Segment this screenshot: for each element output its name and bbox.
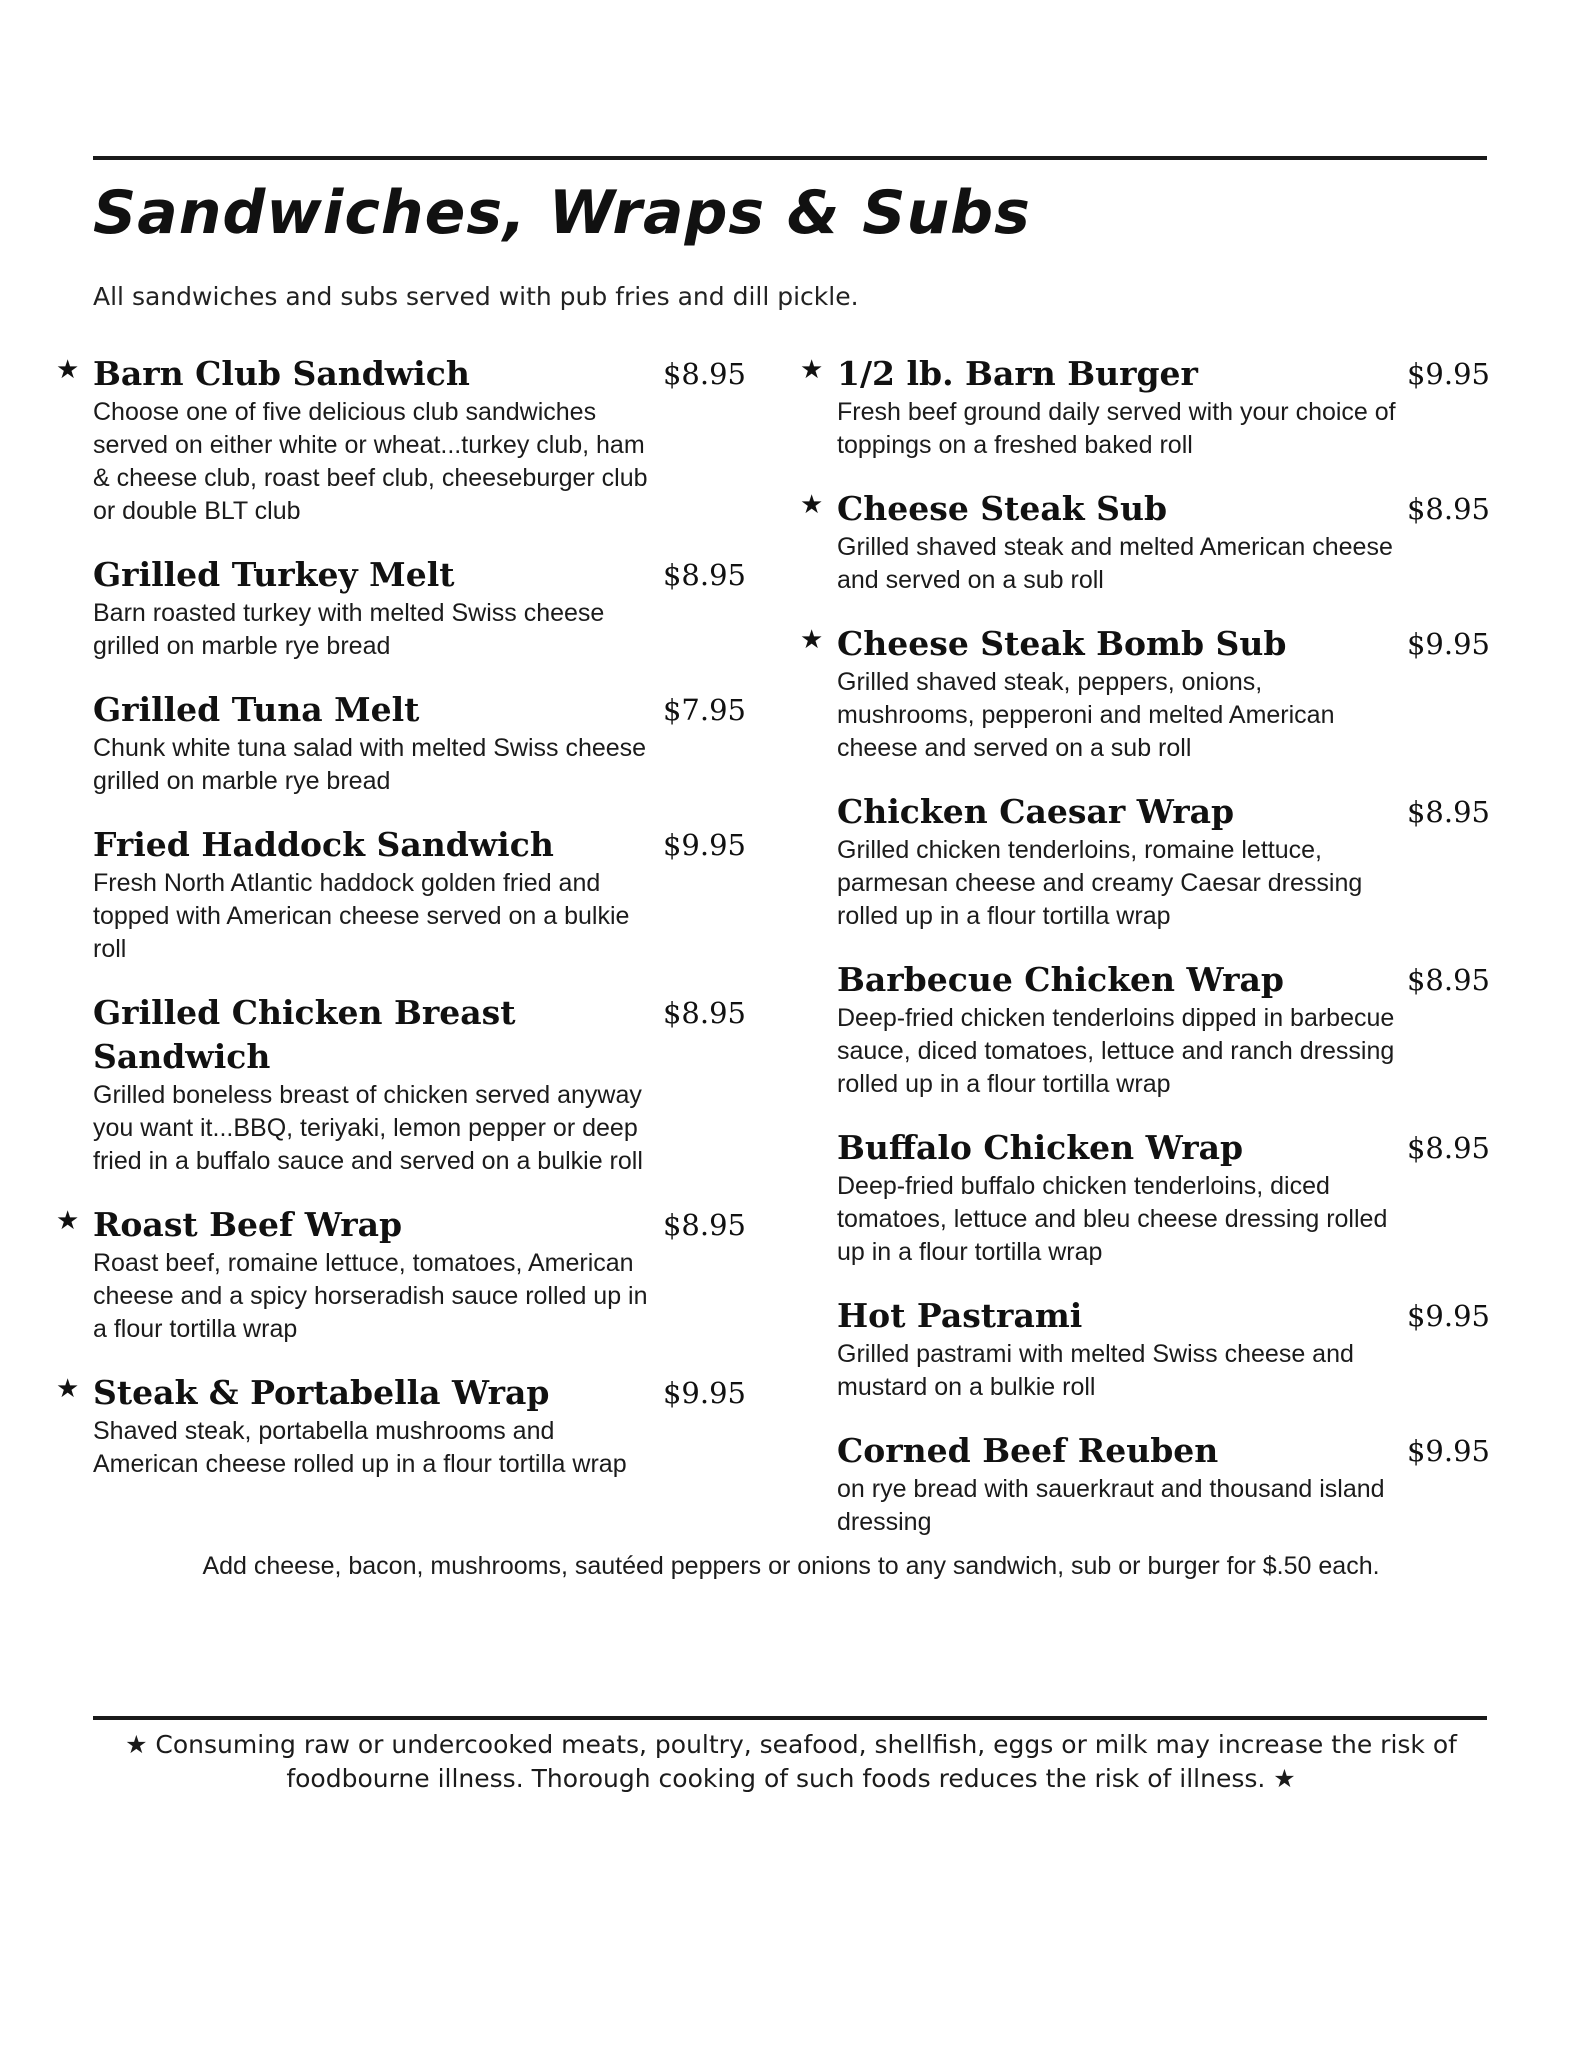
item-price: $9.95 [662, 828, 746, 862]
star-icon: ★ [56, 355, 80, 385]
item-name: Barbecue Chicken Wrap [837, 960, 1284, 999]
item-name: Corned Beef Reuben [837, 1431, 1219, 1470]
item-description: Roast beef, romaine lettuce, tomatoes, American cheese and a spicy horseradish sauce rolled up in a flour tortilla wrap [93, 1249, 648, 1343]
menu-item [800, 1126, 1490, 1269]
menu-item [800, 958, 1490, 1101]
star-icon: ★ [800, 490, 824, 520]
item-description: Shaved steak, portabella mushrooms and American cheese rolled up in a flour tortilla wrap [93, 1417, 627, 1478]
item-description: Deep-fried chicken tenderloins dipped in barbecue sauce, diced tomatoes, lettuce and ranch dressing rolled up in a flour tortilla wrap [837, 1004, 1395, 1098]
health-warning [60, 1728, 1522, 1796]
item-description: Deep-fried buffalo chicken tenderloins, diced tomatoes, lettuce and bleu cheese dressing rolled up in a flour tortilla wrap [837, 1172, 1388, 1266]
menu-column-left [56, 352, 746, 1506]
item-description: Chunk white tuna salad with melted Swiss cheese grilled on marble rye bread [93, 734, 647, 795]
menu-item [800, 790, 1490, 933]
item-name: Roast Beef Wrap [93, 1205, 403, 1244]
item-name: Chicken Caesar Wrap [837, 792, 1235, 831]
page-title: Sandwiches, Wraps & Subs [93, 178, 1031, 248]
item-price: $9.95 [1406, 627, 1490, 661]
item-description: Choose one of five delicious club sandwiches served on either white or wheat...turkey club, ham & cheese club, roast beef club, cheeseburger club or double BLT club [93, 398, 648, 525]
item-description: Grilled chicken tenderloins, romaine lettuce, parmesan cheese and creamy Caesar dressing rolled up in a flour tortilla wrap [837, 836, 1363, 930]
item-price: $8.95 [662, 357, 746, 391]
item-price: $8.95 [1406, 1131, 1490, 1165]
menu-item [800, 622, 1490, 765]
warning-line-2: foodbourne illness. Thorough cooking of such foods reduces the risk of illness. ★ [286, 1764, 1296, 1793]
menu-item [800, 352, 1490, 462]
menu-item [56, 1371, 746, 1481]
item-name: Barn Club Sandwich [93, 354, 470, 393]
star-icon: ★ [800, 355, 824, 385]
item-description: Barn roasted turkey with melted Swiss cheese grilled on marble rye bread [93, 599, 605, 660]
star-icon: ★ [800, 625, 824, 655]
addon-note: Add cheese, bacon, mushrooms, sautéed peppers or onions to any sandwich, sub or burger for $.50 each. [202, 1552, 1380, 1580]
item-description: Grilled boneless breast of chicken served anyway you want it...BBQ, teriyaki, lemon pepper or deep fried in a buffalo sauce and served on a bulkie roll [93, 1081, 643, 1175]
item-price: $8.95 [1406, 795, 1490, 829]
item-name: Cheese Steak Bomb Sub [837, 624, 1287, 663]
item-name: Grilled Tuna Melt [93, 690, 420, 729]
item-price: $9.95 [1406, 357, 1490, 391]
item-name: Steak & Portabella Wrap [93, 1373, 550, 1412]
item-description: on rye bread with sauerkraut and thousand island dressing [837, 1475, 1385, 1536]
item-price: $8.95 [1406, 963, 1490, 997]
bottom-divider [93, 1716, 1487, 1720]
item-price: $9.95 [1406, 1434, 1490, 1468]
menu-item [56, 688, 746, 798]
menu-item [800, 487, 1490, 597]
item-description: Grilled pastrami with melted Swiss cheese and mustard on a bulkie roll [837, 1340, 1354, 1401]
item-name: Hot Pastrami [837, 1296, 1083, 1335]
item-description: Grilled shaved steak and melted American cheese and served on a sub roll [837, 533, 1393, 594]
menu-column-right [800, 352, 1490, 1564]
item-name: Cheese Steak Sub [837, 489, 1168, 528]
item-price: $8.95 [662, 996, 746, 1030]
item-name: Fried Haddock Sandwich [93, 825, 554, 864]
item-price: $7.95 [662, 693, 746, 727]
menu-item [56, 1203, 746, 1346]
star-icon: ★ [56, 1374, 80, 1404]
warning-line-1: ★ Consuming raw or undercooked meats, poultry, seafood, shellfish, eggs or milk may increase the risk of [125, 1730, 1457, 1759]
item-price: $9.95 [1406, 1299, 1490, 1333]
item-name: 1/2 lb. Barn Burger [837, 354, 1198, 393]
item-price: $8.95 [662, 1208, 746, 1242]
item-price: $8.95 [1406, 492, 1490, 526]
item-name: Buffalo Chicken Wrap [837, 1128, 1244, 1167]
item-price: $8.95 [662, 558, 746, 592]
menu-item [800, 1294, 1490, 1404]
item-name: Grilled Turkey Melt [93, 555, 455, 594]
menu-item [56, 823, 746, 966]
item-name: Grilled Chicken Breast Sandwich [93, 993, 516, 1076]
item-price: $9.95 [662, 1376, 746, 1410]
item-description: Fresh North Atlantic haddock golden fried and topped with American cheese served on a bulkie roll [93, 869, 630, 963]
menu-item [56, 352, 746, 528]
menu-item [56, 553, 746, 663]
item-description: Fresh beef ground daily served with your choice of toppings on a freshed baked roll [837, 398, 1396, 459]
menu-subtitle: All sandwiches and subs served with pub fries and dill pickle. [93, 282, 859, 311]
menu-item [56, 991, 746, 1178]
item-description: Grilled shaved steak, peppers, onions, mushrooms, pepperoni and melted American cheese and served on a sub roll [837, 668, 1335, 762]
star-icon: ★ [56, 1206, 80, 1236]
top-divider [93, 156, 1487, 160]
menu-item [800, 1429, 1490, 1539]
